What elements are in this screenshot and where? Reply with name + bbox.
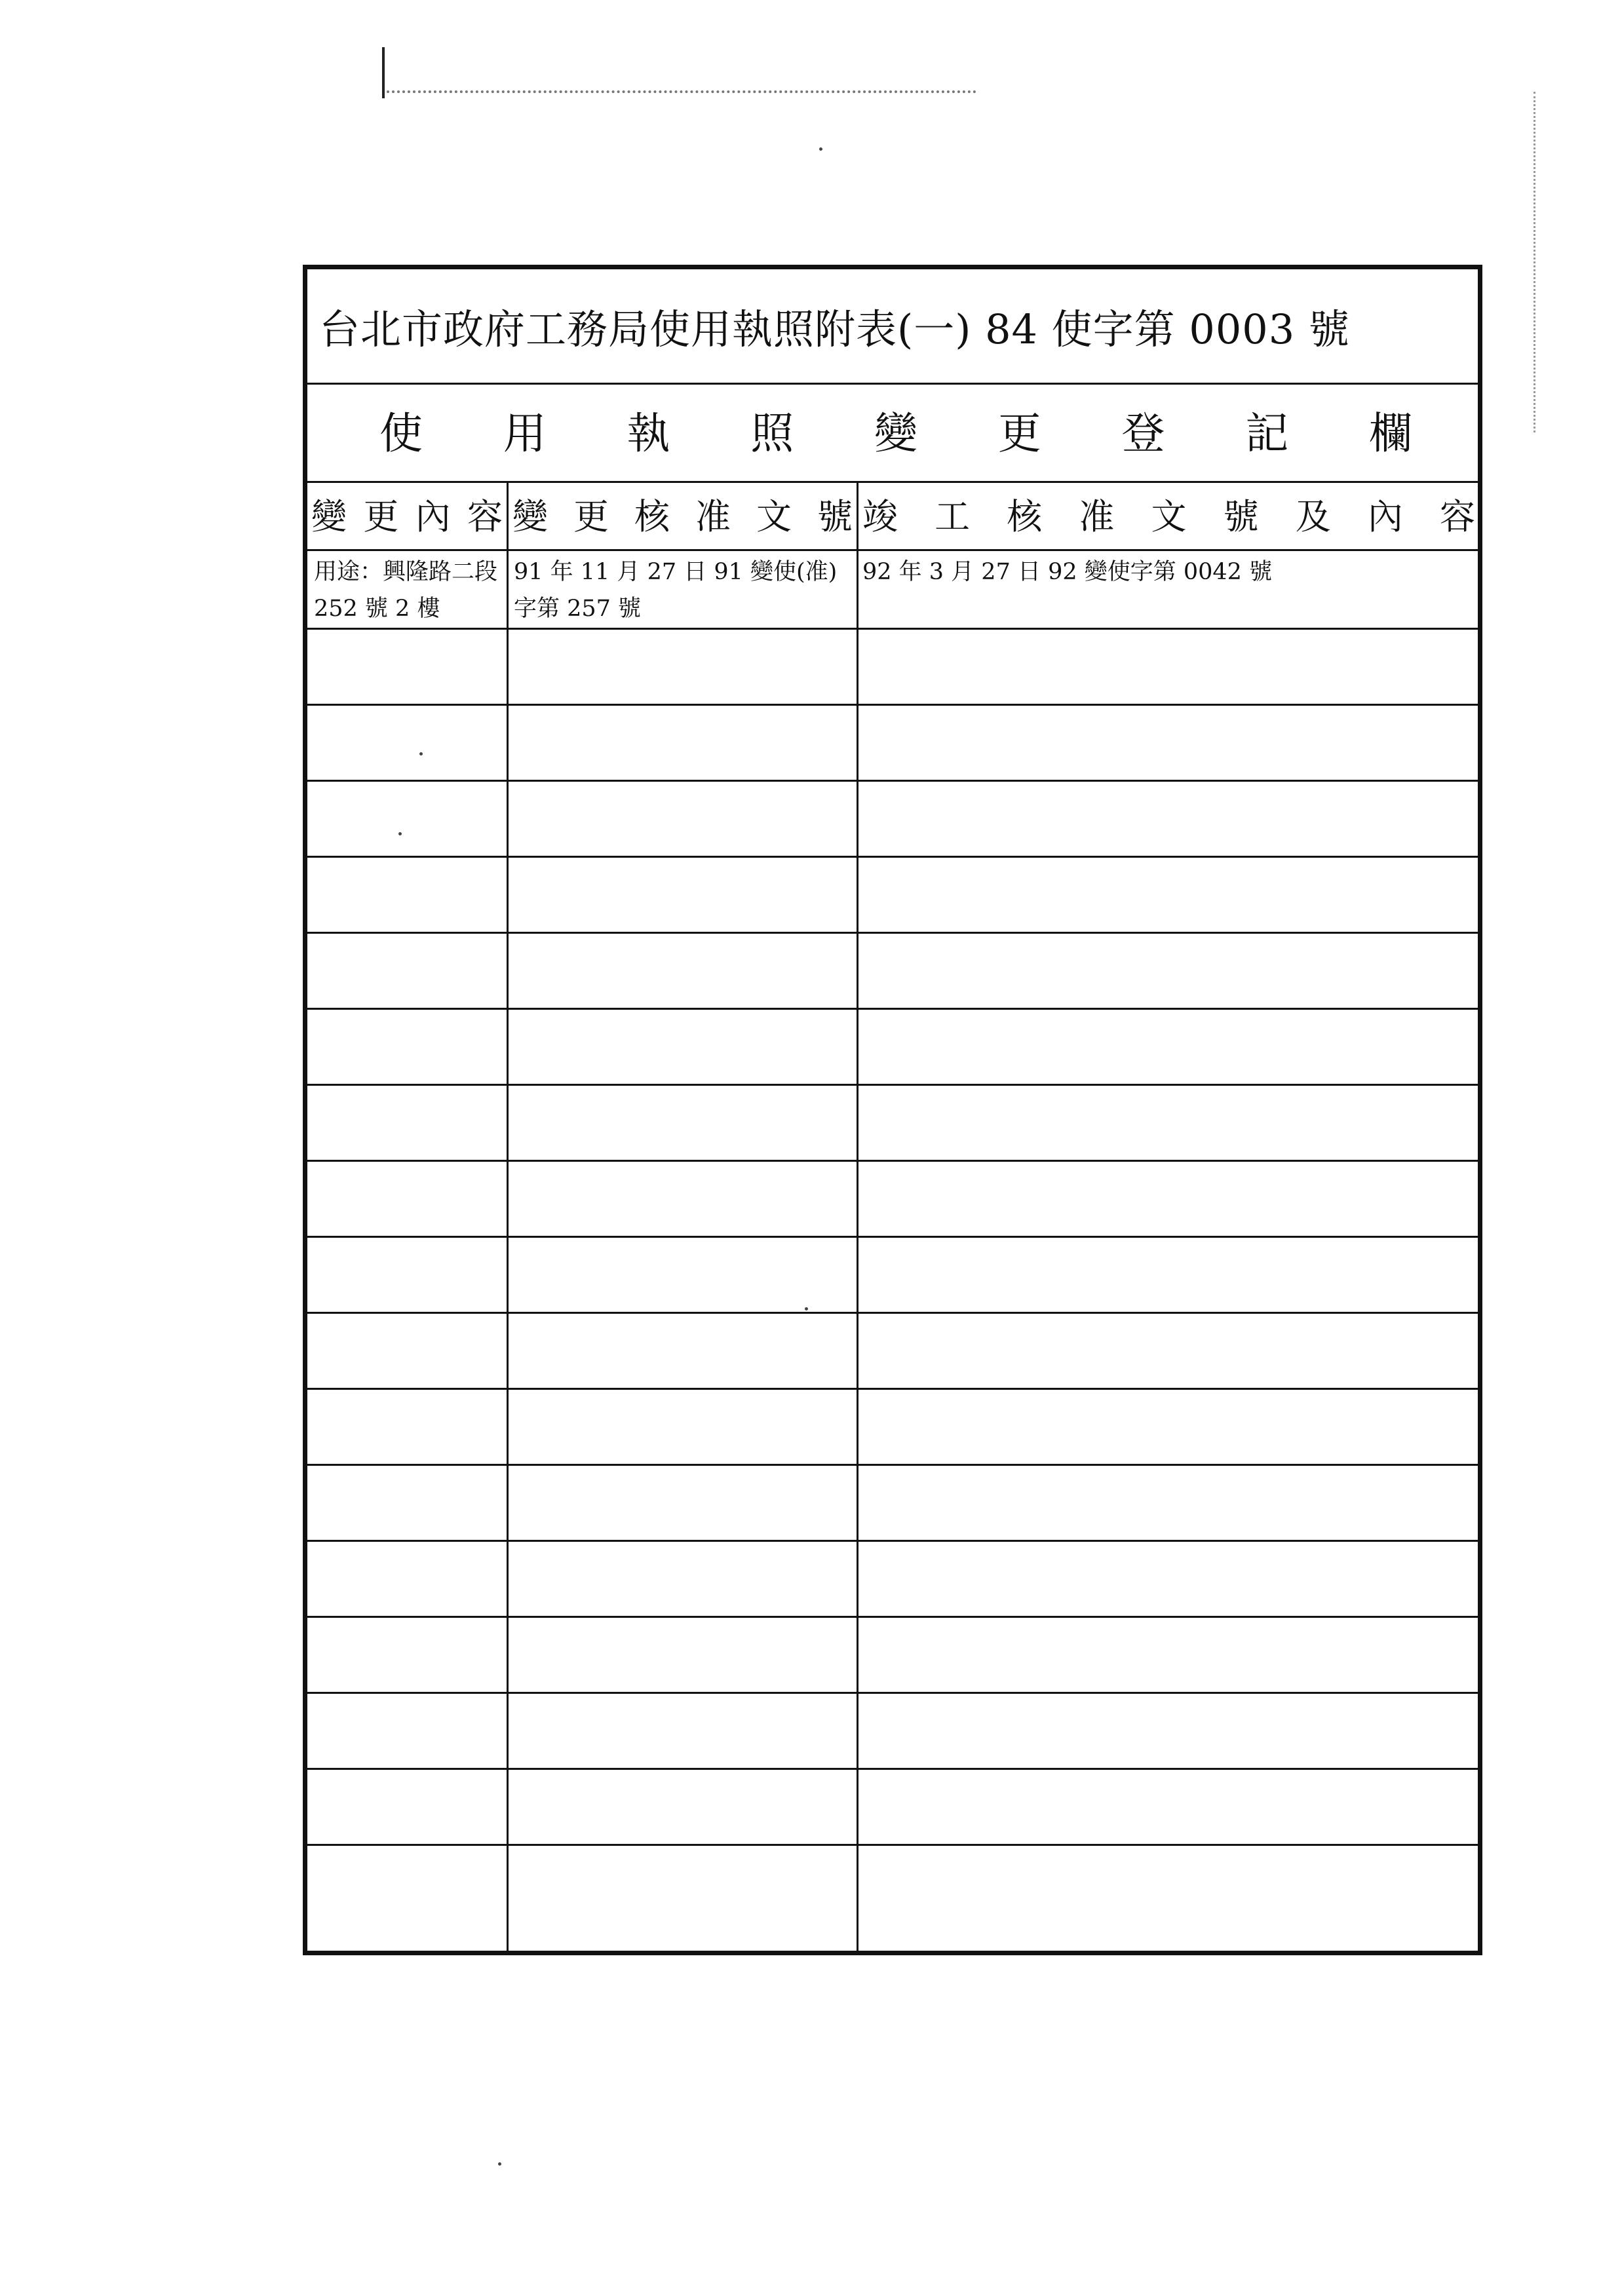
table-row-empty: [307, 1010, 1478, 1086]
column-header-change-content: 變 更 內 容: [311, 496, 503, 537]
table-row-empty: [307, 782, 1478, 858]
form-subtitle: 使 用 執 照 變 更 登 記 欄: [379, 408, 1412, 459]
table-row-empty: [307, 1390, 1478, 1466]
column-header-approval-number: 變 更 核 准 文 號: [512, 496, 853, 537]
scan-speck: [819, 147, 822, 151]
scan-speck: [498, 2162, 501, 2166]
scan-noise-line: [387, 90, 976, 93]
table-row-empty: [307, 1694, 1478, 1770]
form-title: 台北市政府工務局使用執照附表(一) 84 使字第 0003 號: [319, 305, 1350, 353]
table-header-row: [307, 483, 1478, 551]
cell-change-content: 用途：興隆路二段 252 號 2 樓: [314, 559, 498, 622]
scan-noise-line: [1533, 92, 1535, 432]
table-row-empty: [307, 1618, 1478, 1694]
table-row-empty: [307, 1086, 1478, 1162]
table-row-empty: [307, 706, 1478, 782]
table-row-empty: [307, 630, 1478, 706]
scan-mark: [382, 47, 385, 98]
table-row-empty: [307, 858, 1478, 934]
cell-approval-number: 91 年 11 月 27 日 91 變使(准)字第 257 號: [514, 559, 838, 622]
form-subtitle-row: [307, 385, 1478, 483]
form-title-row: [307, 269, 1478, 385]
table-row-empty: [307, 1542, 1478, 1618]
cell-completion-approval: 92 年 3 月 27 日 92 變使字第 0042 號: [862, 559, 1273, 585]
usage-license-appendix-form: [303, 265, 1482, 1955]
table-row: [307, 551, 1478, 630]
column-header-completion-approval: 竣 工 核 准 文 號 及 內 容: [862, 496, 1475, 537]
table-row-empty: [307, 934, 1478, 1010]
change-registration-table: [307, 483, 1478, 1951]
table-row-empty: [307, 1770, 1478, 1846]
table-row-empty: [307, 1466, 1478, 1542]
table-row-empty: [307, 1846, 1478, 1922]
table-row-empty: [307, 1238, 1478, 1314]
table-row-empty: [307, 1162, 1478, 1238]
table-row-empty: [307, 1314, 1478, 1390]
